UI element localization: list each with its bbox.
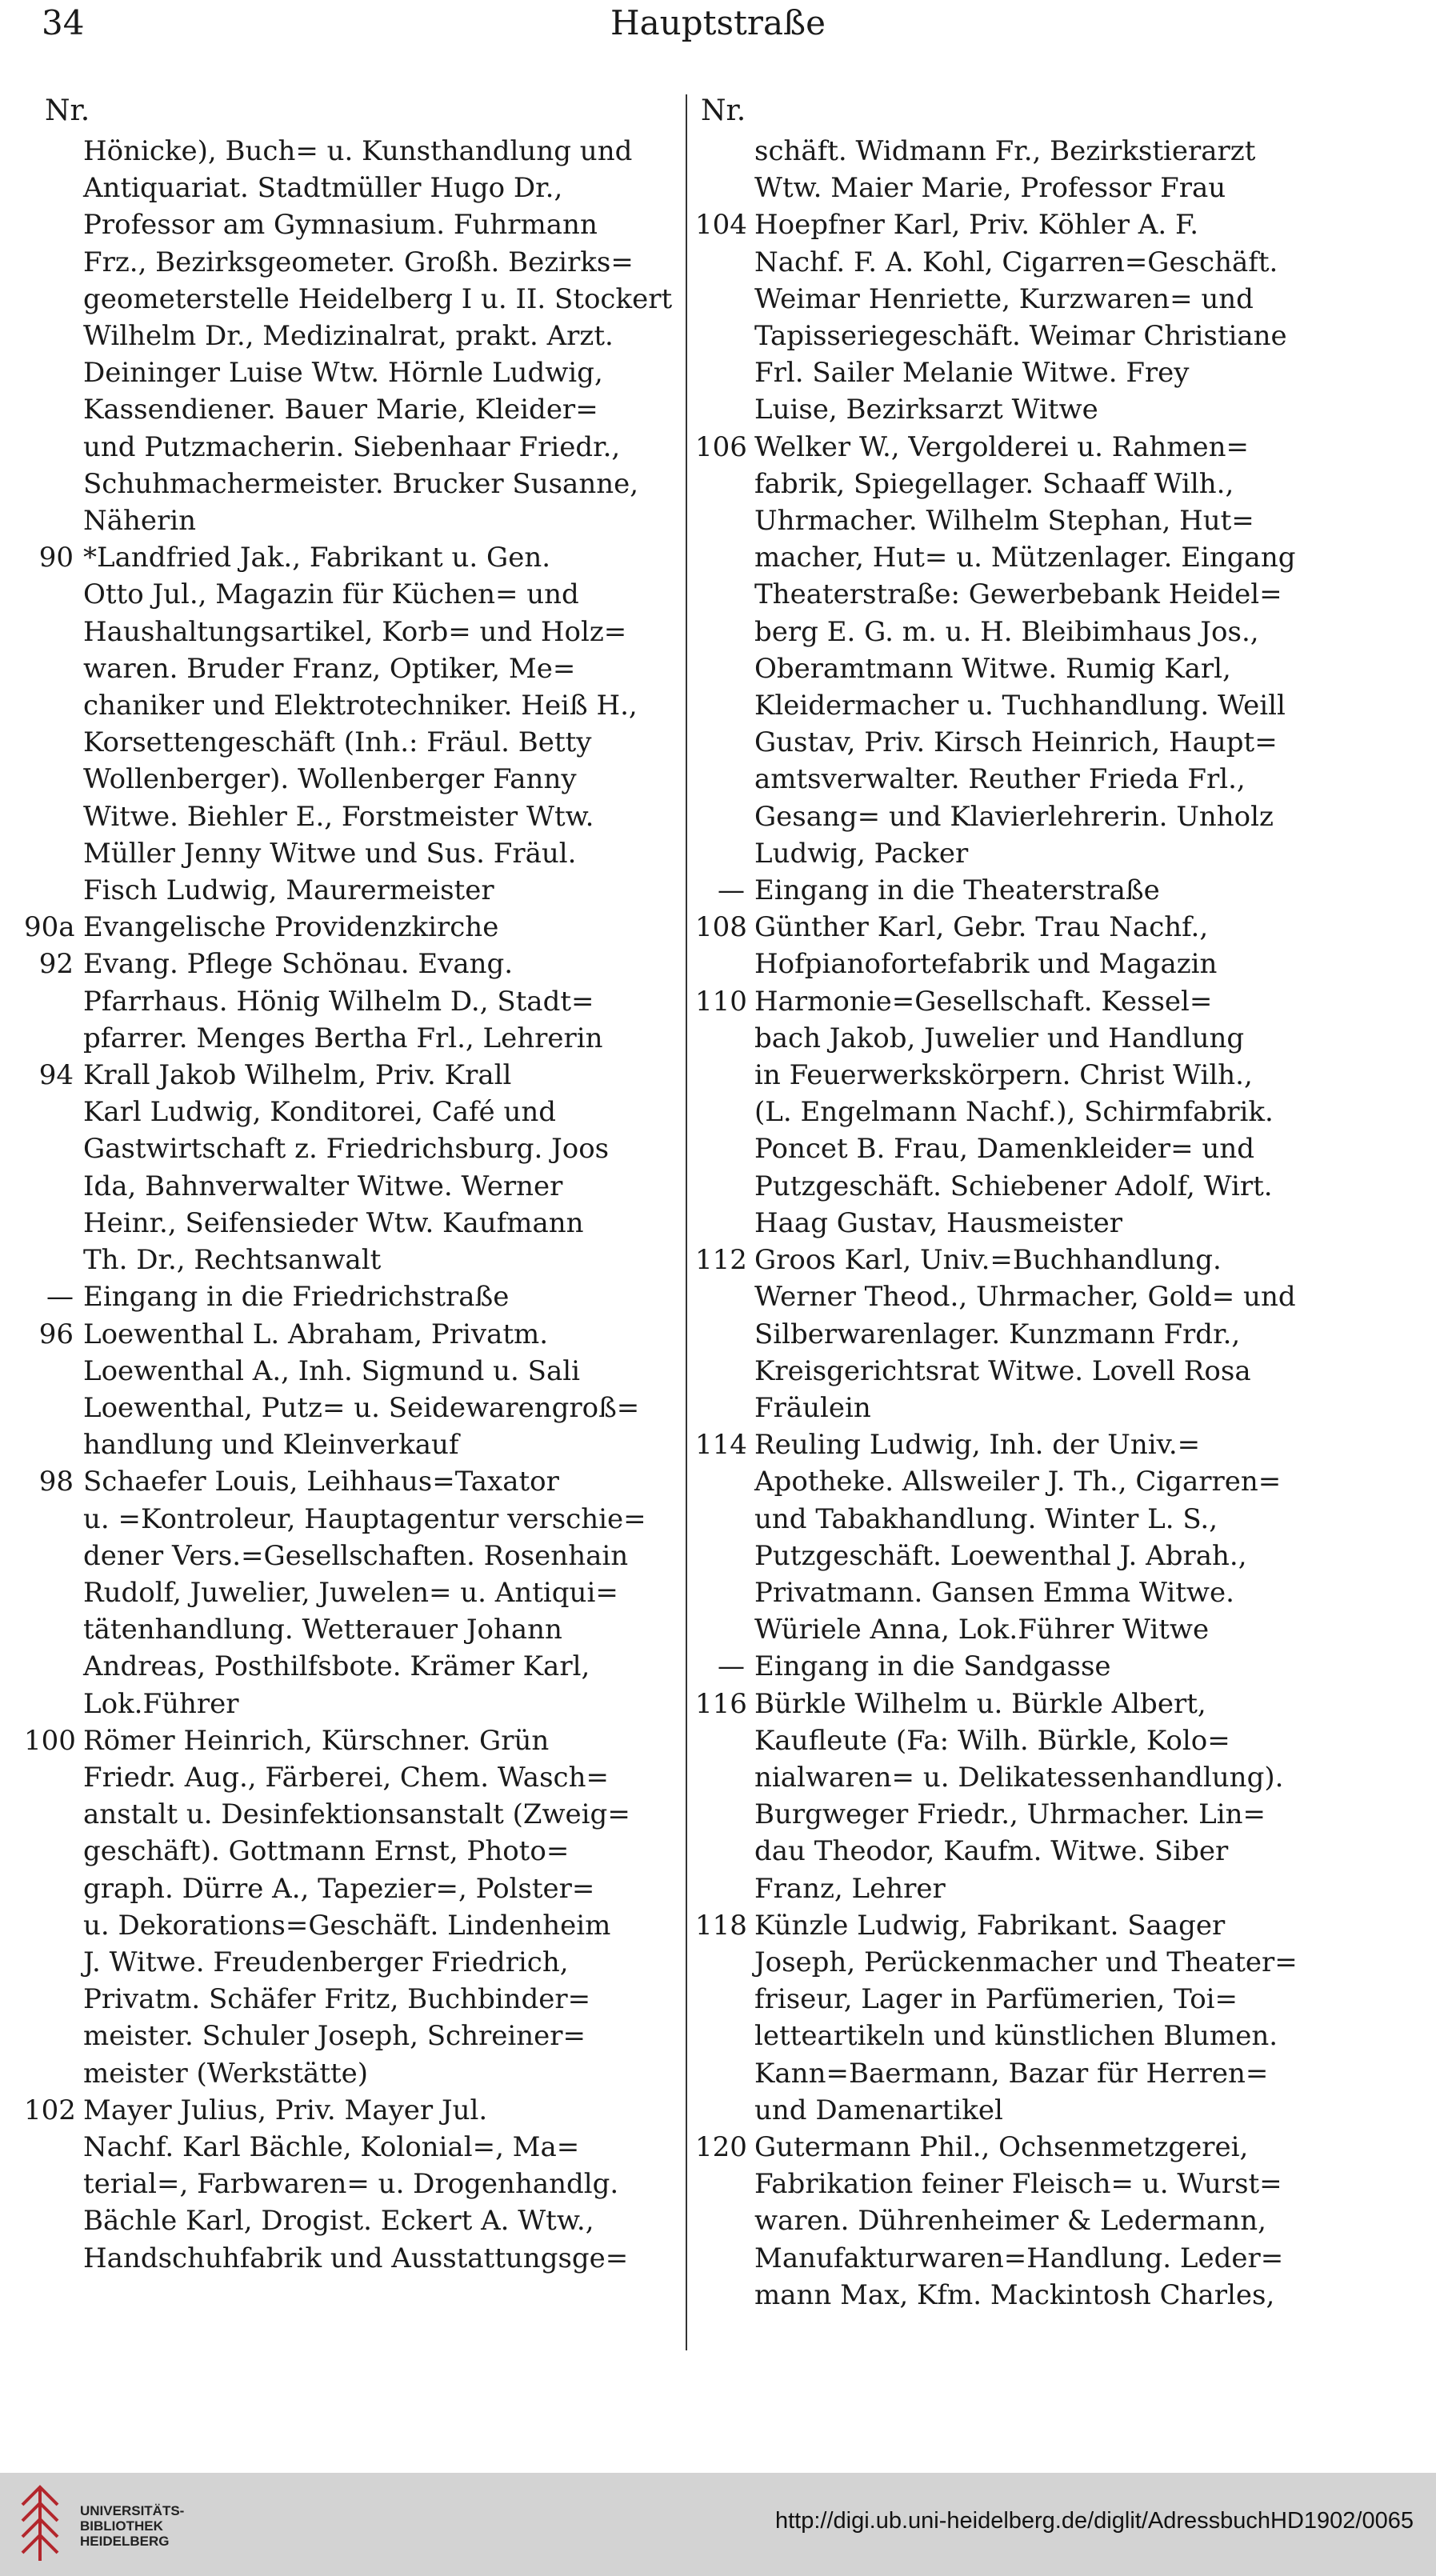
directory-entry <box>695 1686 1335 1907</box>
house-number: 110 <box>695 985 747 1018</box>
entry-text: Schaefer Louis, Leihhaus=Taxator u. =Kontroleur, Hauptagentur verschie= dener Vers.=Gesellschaften. Rosenhain Rudolf, Juwelier, Juwelen= u. Antiqui= tätenhandlung. Wetterauer Johann Andreas, Posthilfsbote. Krämer Karl, Lok.Führer <box>83 1466 646 1720</box>
house-number: 92 <box>38 948 74 981</box>
entry-text: Günther Karl, Gebr. Trau Nachf., Hofpianofortefabrik und Magazin <box>754 911 1218 981</box>
entry-text: Eingang in die Sandgasse <box>754 1650 1111 1683</box>
entry-text: Evang. Pflege Schönau. Evang. Pfarrhaus. Hönig Wilhelm D., Stadt= pfarrer. Menges Bertha Frl., Lehrerin <box>83 948 603 1054</box>
entry-text: Hoepfner Karl, Priv. Köhler A. F. Nachf. F. A. Kohl, Cigarren=Geschäft. Weimar Henriette, Kurzwaren= und Tapisseriegeschäft. Weimar Christiane Frl. Sailer Melanie Witwe. Frey Luise, Bezirksarzt Witwe <box>754 209 1287 426</box>
entry-text: Welker W., Vergolderei u. Rahmen= fabrik, Spiegellager. Schaaff Wilh., Uhrmacher. Wilhelm Stephan, Hut= macher, Hut= u. Mützenlager. Eingang Theaterstraße: Gewerbebank Heidel= berg E. G. m. u. H. Bleibimhaus Jos., Oberamtmann Witwe. Rumig Karl, Kleidermacher u. Tuchhandlung. Weill Gustav, Priv. Kirsch Heinrich, Haupt= amtsverwalter. Reuther Frieda Frl., Gesang= und Klavierlehrerin. Unholz Ludwig, Packer <box>754 430 1296 870</box>
directory-entry <box>695 2129 1335 2314</box>
library-name-line-3: HEIDELBERG <box>80 2534 170 2549</box>
directory-entry <box>24 909 676 946</box>
house-number: 116 <box>695 1687 747 1720</box>
directory-entry <box>24 539 676 909</box>
entry-text: Eingang in die Friedrichstraße <box>83 1281 510 1314</box>
house-number: 108 <box>695 911 747 944</box>
house-number <box>24 133 83 539</box>
house-number: 104 <box>695 209 747 242</box>
entry-text: Römer Heinrich, Kürschner. Grün Friedr. Aug., Färberei, Chem. Wasch= anstalt u. Desinfektionsanstalt (Zweig= geschäft). Gottmann Ernst, Photo= graph. Dürre A., Tapezier=, Polster= u. Dekorations=Geschäft. Lindenheim J. Witwe. Freudenberger Friedrich, Privatm. Schäfer Fritz, Buchbinder= meister. Schuler Joseph, Schreiner= meister (Werkstätte) <box>83 1724 630 2090</box>
directory-entry <box>24 946 676 1057</box>
entry-text: Mayer Julius, Priv. Mayer Jul. Nachf. Karl Bächle, Kolonial=, Ma= terial=, Farbwaren= u. Drogenhandlg. Bächle Karl, Drogist. Eckert A. Wtw., Handschuhfabrik und Ausstattungsge= <box>83 2094 629 2274</box>
house-number: — <box>718 874 745 907</box>
library-logo-icon <box>16 2481 66 2567</box>
house-number: 102 <box>24 2094 76 2126</box>
house-number <box>695 133 754 206</box>
entry-text: Krall Jakob Wilhelm, Priv. Krall Karl Ludwig, Konditorei, Café und Gastwirtschaft z. Friedrichsburg. Joos Ida, Bahnverwalter Witwe. Werner Heinr., Seifensieder Wtw. Kaufmann Th. Dr., Rechtsanwalt <box>83 1059 610 1277</box>
house-number: 112 <box>695 1244 747 1277</box>
entry-text: Groos Karl, Univ.=Buchhandlung. Werner Theod., Uhrmacher, Gold= und Silberwarenlager. Kunzmann Frdr., Kreisgerichtsrat Witwe. Lovell Rosa Fräulein <box>754 1244 1296 1424</box>
directory-entry <box>695 1648 1335 1685</box>
source-url-link[interactable]: http://digi.ub.uni-heidelberg.de/diglit/AdressbuchHD1902/0065 <box>774 2508 1414 2534</box>
directory-entry <box>24 1463 676 1722</box>
entry-text: Gutermann Phil., Ochsenmetzgerei, Fabrikation feiner Fleisch= u. Wurst= waren. Dührenheimer & Ledermann, Manufakturwaren=Handlung. Leder= mann Max, Kfm. Mackintosh Charles, <box>754 2130 1284 2311</box>
house-number: 90 <box>38 542 74 574</box>
directory-entry <box>695 872 1335 909</box>
directory-entry <box>24 1057 676 1278</box>
house-number: — <box>718 1650 745 1683</box>
entry-text: Loewenthal L. Abraham, Privatm. Loewenthal A., Inh. Sigmund u. Sali Loewenthal, Putz= u. Seidewarengroß= handlung und Kleinverkauf <box>83 1318 640 1462</box>
directory-entry <box>24 1722 676 2092</box>
library-name <box>80 2503 184 2549</box>
directory-entry <box>695 909 1335 982</box>
entry-text: Hönicke), Buch= u. Kunsthandlung und Antiquariat. Stadtmüller Hugo Dr., Professor am Gymnasium. Fuhrmann Frz., Bezirksgeometer. Großh. Bezirks= geometerstelle Heidelberg I u. II. Stockert Wilhelm Dr., Medizinalrat, prakt. Arzt. Deininger Luise Wtw. Hörnle Ludwig, Kassendiener. Bauer Marie, Kleider= und Putzmacherin. Siebenhaar Friedr., Schuhmachermeister. Brucker Susanne, Näherin <box>83 135 673 538</box>
library-name-line-1: UNIVERSITÄTS- <box>80 2503 185 2518</box>
house-number: 94 <box>38 1059 74 1092</box>
entry-text: Evangelische Providenzkirche <box>83 911 499 944</box>
directory-entry <box>695 1426 1335 1648</box>
library-name-line-2: BIBLIOTHEK <box>80 2518 163 2534</box>
house-number: — <box>46 1281 74 1314</box>
directory-entry <box>24 2092 676 2277</box>
column-divider <box>686 94 687 2350</box>
house-number: 118 <box>695 1909 747 1942</box>
directory-entry <box>695 133 1335 206</box>
directory-entry <box>695 206 1335 428</box>
entry-text: Harmonie=Gesellschaft. Kessel= bach Jakob, Juwelier und Handlung in Feuerwerkskörpern. Christ Wilh., (L. Engelmann Nachf.), Schirmfabrik. Poncet B. Frau, Damenkleider= und Putzgeschäft. Schiebener Adolf, Wirt. Haag Gustav, Hausmeister <box>754 985 1274 1239</box>
running-title: Hauptstraße <box>610 3 826 42</box>
directory-entry <box>695 983 1335 1242</box>
entry-text: Bürkle Wilhelm u. Bürkle Albert, Kaufleute (Fa: Wilh. Bürkle, Kolo= nialwaren= u. Delikatessenhandlung). Burgweger Friedr., Uhrmacher. Lin= dau Theodor, Kaufm. Witwe. Siber Franz, Lehrer <box>754 1687 1284 1905</box>
directory-entry <box>695 429 1335 872</box>
directory-entry <box>24 1278 676 1315</box>
left-column-heading: Nr. <box>45 94 90 127</box>
entry-text: schäft. Widmann Fr., Bezirkstierarzt Wtw. Maier Marie, Professor Frau <box>754 135 1256 205</box>
directory-entry <box>695 1907 1335 2129</box>
page-number: 34 <box>42 3 85 42</box>
house-number: 120 <box>695 2130 747 2163</box>
house-number: 90a <box>24 911 75 944</box>
house-number: 106 <box>695 430 747 463</box>
house-number: 98 <box>38 1466 74 1498</box>
house-number: 114 <box>695 1429 747 1462</box>
entry-text: Eingang in die Theaterstraße <box>754 874 1160 907</box>
entry-text: Reuling Ludwig, Inh. der Univ.= Apotheke. Allsweiler J. Th., Cigarren= und Tabakhandlung. Winter L. S., Putzgeschäft. Loewenthal J. Abrah., Privatmann. Gansen Emma Witwe. Würiele Anna, Lok.Führer Witwe <box>754 1429 1282 1646</box>
footer-bar <box>0 2473 1436 2576</box>
directory-entry <box>24 1316 676 1464</box>
entry-text: Künzle Ludwig, Fabrikant. Saager Joseph, Perückenmacher und Theater= friseur, Lager in Parfümerien, Toi= letteartikeln und künstlichen Blumen. Kann=Baermann, Bazar für Herren= und Damenartikel <box>754 1909 1298 2126</box>
left-column <box>24 133 676 2277</box>
entry-text: *Landfried Jak., Fabrikant u. Gen. Otto Jul., Magazin für Küchen= und Haushaltungsartikel, Korb= und Holz= waren. Bruder Franz, Optiker, Me= chaniker und Elektrotechniker. Heiß H., Korsettengeschäft (Inh.: Fräul. Betty Wollenberger). Wollenberger Fanny Witwe. Biehler E., Forstmeister Wtw. Müller Jenny Witwe und Sus. Fräul. Fisch Ludwig, Maurermeister <box>83 542 638 907</box>
right-column <box>695 133 1335 2314</box>
house-number: 100 <box>24 1724 76 1757</box>
directory-entry <box>695 1242 1335 1426</box>
directory-entry <box>24 133 676 539</box>
house-number: 96 <box>38 1318 74 1350</box>
right-column-heading: Nr. <box>701 94 746 127</box>
